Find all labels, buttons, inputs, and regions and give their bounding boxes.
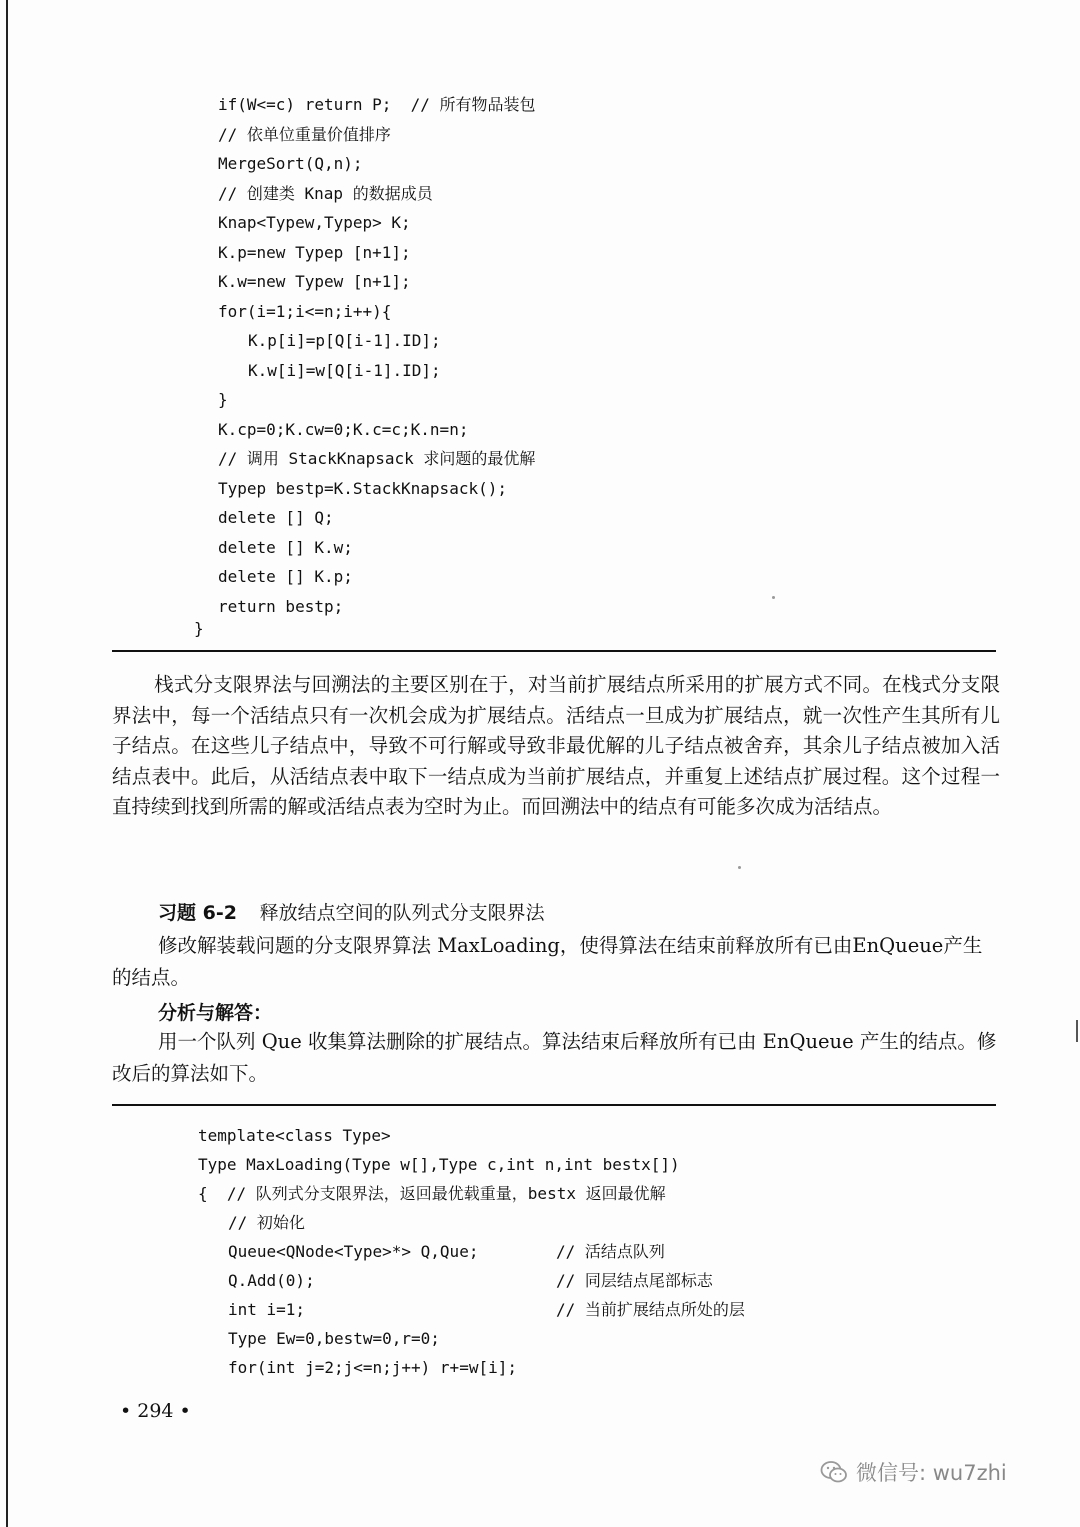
code-line: // 依单位重量价值排序 [218, 124, 391, 144]
code-text: template<class Type> [198, 1126, 391, 1145]
code-line: } [218, 390, 228, 409]
exercise-body [112, 930, 1000, 994]
analysis-heading: 分析与解答： [158, 1002, 273, 1024]
code-line [198, 1353, 898, 1382]
code-line: // 创建类 Knap 的数据成员 [218, 183, 433, 203]
code-line: for(i=1;i<=n;i++){ [218, 301, 392, 321]
code-line [198, 1324, 898, 1353]
analysis-body [112, 1026, 1000, 1090]
code-comment: // 活结点队列 [556, 1242, 665, 1261]
code-line: K.cp=0;K.cw=0;K.c=c;K.n=n; [218, 419, 469, 439]
code-comment: // 同层结点尾部标志 [556, 1271, 713, 1290]
code-line: K.w[i]=w[Q[i-1].ID]; [248, 360, 441, 380]
code-line [198, 1237, 898, 1266]
code-line: K.w=new Typew [n+1]; [218, 272, 411, 291]
code-text: for(int j=2;j<=n;j++) r+=w[i]; [228, 1358, 517, 1377]
code-text: int i=1; [228, 1300, 306, 1319]
exercise-heading [158, 898, 545, 925]
code-line: MergeSort(Q,n); [218, 154, 363, 173]
code-line: return bestp; [218, 596, 344, 616]
scan-speck [738, 866, 741, 869]
analysis-text: 用一个队列 Que 收集算法删除的扩展结点。算法结束后释放所有已由 EnQueue 产生的结点。修改后的算法如下。 [112, 1030, 997, 1085]
section-divider [112, 1104, 996, 1106]
code-line [198, 1266, 898, 1295]
exercise-number: 习题 6-2 [158, 902, 237, 924]
code-text: Queue<QNode<Type>*> Q,Que; [228, 1242, 479, 1261]
code-line: K.p=new Typep [n+1]; [218, 242, 411, 262]
code-line [198, 1295, 898, 1324]
body-paragraph [112, 670, 1000, 823]
code-block-stack-knapsack [218, 90, 998, 621]
code-line: Knap<Typew,Typep> K; [218, 213, 411, 232]
code-block-max-loading [198, 1121, 898, 1382]
code-line: K.p[i]=p[Q[i-1].ID]; [248, 331, 441, 350]
code-line [198, 1150, 898, 1179]
code-text: // 初始化 [228, 1213, 305, 1232]
scan-edge-line [6, 0, 8, 1527]
code-line [198, 1179, 898, 1208]
code-text: { // 队列式分支限界法，返回最优载重量，bestx 返回最优解 [198, 1184, 666, 1203]
code-line: // 调用 StackKnapsack 求问题的最优解 [218, 449, 536, 468]
code-line: Typep bestp=K.StackKnapsack(); [218, 478, 507, 498]
code-text: Type Ew=0,bestw=0,r=0; [228, 1329, 440, 1348]
wechat-icon [820, 1460, 848, 1484]
watermark-text: 微信号: wu7zhi [856, 1461, 1007, 1485]
code-line: if(W<=c) return P; // 所有物品装包 [218, 95, 536, 114]
code-line: delete [] K.p; [218, 567, 353, 586]
code-line [198, 1121, 898, 1150]
code-text: Type MaxLoading(Type w[],Type c,int n,int bestx[]) [198, 1155, 680, 1174]
wechat-watermark [820, 1457, 1007, 1487]
code-comment: // 当前扩展结点所处的层 [556, 1300, 745, 1319]
exercise-title: 释放结点空间的队列式分支限界法 [259, 902, 545, 924]
scan-mark [1076, 1020, 1078, 1042]
exercise-text: 修改解装载问题的分支限界算法 MaxLoading，使得算法在结束前释放所有已由EnQueue产生的结点。 [112, 934, 983, 989]
code-text: Q.Add(0); [228, 1271, 315, 1290]
paragraph-text: 栈式分支限界法与回溯法的主要区别在于，对当前扩展结点所采用的扩展方式不同。在栈式分支限界法中，每一个活结点只有一次机会成为扩展结点。活结点一旦成为扩展结点，就一次性产生其所有儿子结点。在这些儿子结点中，导致不可行解或导致非最优解的儿子结点被舍弃，其余儿子结点被加入活结点表中。此后，从活结点表中取下一结点成为当前扩展结点，并重复上述结点扩展过程。这个过程一直持续到找到所需的解或活结点表为空时为止。而回溯法中的结点有可能多次成为活结点。 [112, 673, 1000, 818]
page-number: • 294 • [120, 1400, 191, 1422]
code-line: delete [] Q; [218, 508, 334, 527]
scan-speck [772, 596, 775, 599]
code-closing-brace: } [194, 619, 204, 638]
code-line [198, 1208, 898, 1237]
section-divider [112, 650, 996, 652]
code-line: delete [] K.w; [218, 537, 353, 557]
